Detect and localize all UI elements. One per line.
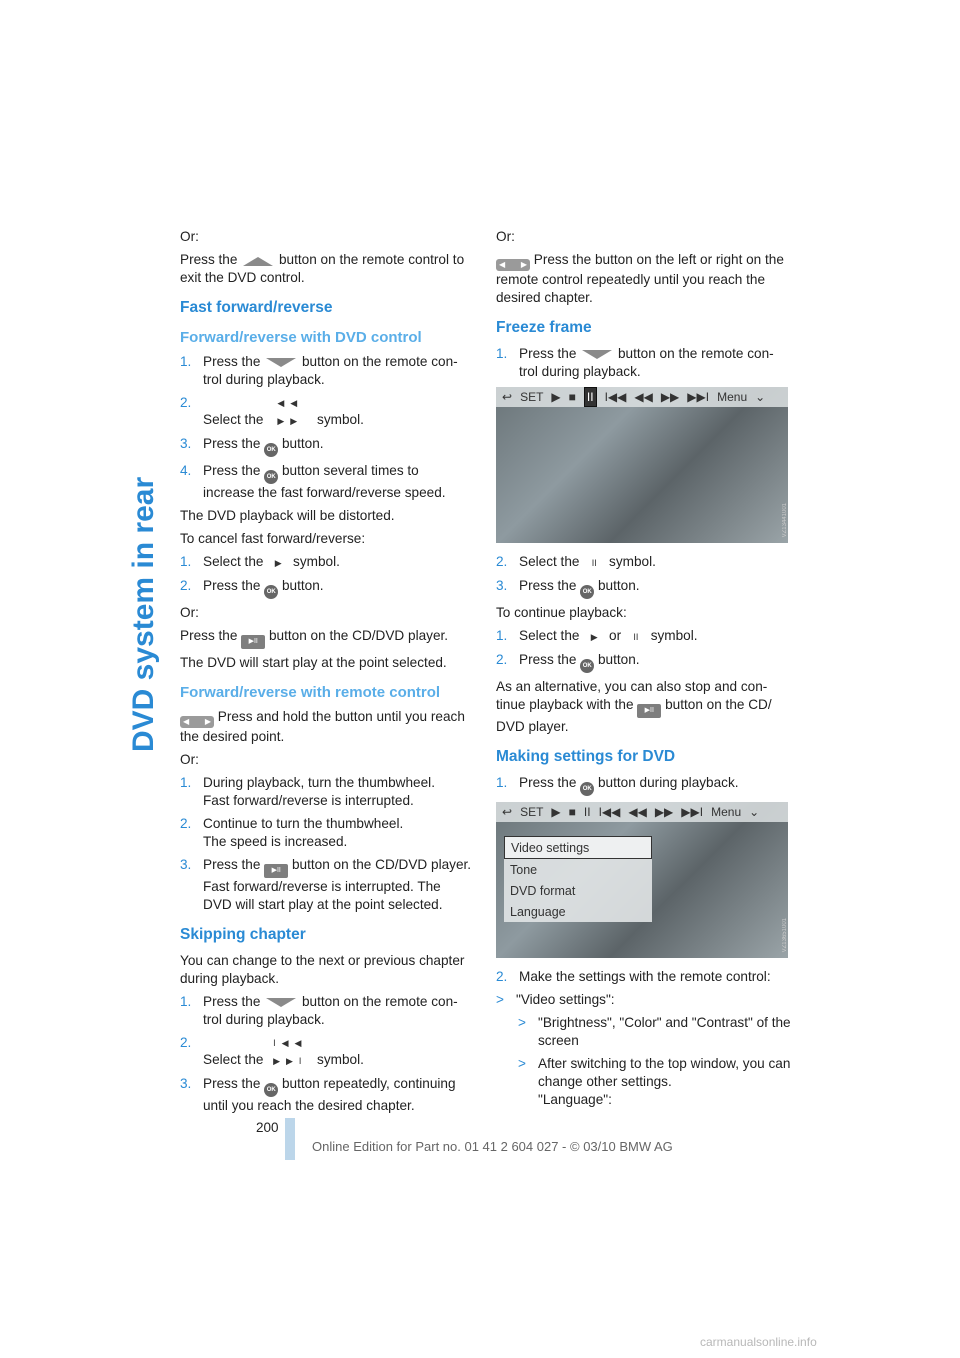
- text: Select the: [203, 1052, 264, 1067]
- step-text: [203, 993, 472, 1029]
- watermark: carmanualsonline.info: [700, 1335, 817, 1349]
- or-text: Or:: [180, 229, 199, 244]
- bullet-item: [496, 991, 792, 1009]
- text: button on the remote con-trol during playback.: [519, 346, 774, 379]
- text: button on the CD/DVD player.: [291, 857, 472, 872]
- step-number: 1.: [496, 628, 508, 643]
- step-text: [203, 1034, 472, 1070]
- menu-item-language: Language: [510, 905, 566, 919]
- freeze-step-list-2: [496, 553, 792, 599]
- skip-intro: You can change to the next or previous chapter during playback.: [180, 953, 465, 986]
- step-text: [519, 577, 792, 599]
- pause-symbol-icon: II: [633, 632, 639, 642]
- back-icon: ↩: [502, 805, 513, 819]
- play-pause-button-icon: ▶II: [637, 704, 661, 718]
- text: symbol.: [609, 554, 656, 569]
- step-number: 2.: [180, 1035, 192, 1050]
- text: Press the: [180, 628, 238, 643]
- text: button.: [597, 578, 640, 593]
- step: [180, 1075, 472, 1115]
- step: [496, 553, 792, 572]
- image-code: VZ13441001: [782, 502, 788, 537]
- skip-step-list: [180, 993, 472, 1115]
- remote-step-list: [180, 774, 472, 914]
- bullet-text: [538, 1055, 792, 1109]
- text: button on the CD/ DVD player.: [496, 697, 772, 734]
- ok-button-icon: OK: [580, 782, 594, 796]
- step-number: 2.: [180, 395, 192, 410]
- text: Press the: [203, 354, 261, 369]
- skip-back-icon: I◀◀: [604, 390, 627, 404]
- ok-button-icon: OK: [264, 470, 278, 484]
- text: As an alternative, you can also stop and con-tinue playback with the: [496, 679, 768, 712]
- rocker-paragraph: [496, 251, 792, 307]
- text: symbol.: [293, 554, 340, 569]
- menu-label: Menu: [717, 390, 748, 404]
- step-list: [180, 353, 472, 502]
- ok-button-icon: OK: [580, 659, 594, 673]
- step-number: 1.: [180, 775, 192, 790]
- stop-icon: ■: [568, 805, 576, 819]
- side-title: [117, 232, 163, 752]
- step: [180, 553, 472, 572]
- heading-freeze-frame: Freeze frame: [496, 319, 592, 336]
- text: Fast forward/reverse is interrupted.: [203, 793, 414, 808]
- step-text: [203, 353, 472, 389]
- text: Press the: [519, 578, 577, 593]
- step-text: [203, 774, 472, 810]
- rocker-button-icon: [180, 716, 214, 728]
- hold-paragraph: [180, 708, 472, 746]
- step-number: 1.: [496, 346, 508, 361]
- text: Press the: [203, 994, 261, 1009]
- cancel-text: To cancel fast forward/reverse:: [180, 531, 366, 546]
- play-symbol-icon: ▶: [274, 558, 282, 568]
- step: [496, 968, 792, 986]
- text: button.: [281, 578, 324, 593]
- set-label: SET: [520, 390, 544, 404]
- menu-label: Menu: [711, 805, 742, 819]
- pause-icon: II: [584, 387, 597, 407]
- ffwd-rev-symbol-icon: ◀◀ ▶▶: [277, 398, 304, 426]
- settings-menu: [504, 836, 652, 922]
- text: button during playback.: [597, 775, 739, 790]
- skip-back-icon: I◀◀: [598, 805, 621, 819]
- bullet-marker: >: [518, 1015, 526, 1030]
- text: symbol.: [650, 628, 698, 643]
- footer-bar: [285, 1118, 295, 1160]
- text: Press the button on the left or right on the remote control repeatedly until you reach the desired chapter.: [496, 252, 784, 305]
- text: button several times to increase the fast forward/reverse speed.: [203, 463, 446, 500]
- text: symbol.: [317, 412, 364, 427]
- heading-remote-control: Forward/reverse with remote control: [180, 684, 441, 701]
- footer-text: Online Edition for Part no. 01 41 2 604 027 - © 03/10 BMW AG: [312, 1139, 673, 1154]
- step-number: 2.: [496, 554, 508, 569]
- text: Select the: [519, 628, 580, 643]
- skip-symbol-icon: I◀◀ ▶▶I: [273, 1038, 308, 1066]
- step-text: [519, 553, 792, 572]
- text: button on the remote con-trol during playback.: [203, 994, 458, 1027]
- step-text: [203, 435, 472, 457]
- step: [180, 394, 472, 430]
- image-code: VZ13651001: [782, 917, 788, 952]
- rocker-right-icon: ▶: [520, 260, 527, 269]
- text: Select the: [203, 412, 264, 427]
- rocker-left-icon: ◀: [183, 717, 190, 726]
- page-number: 200: [256, 1120, 279, 1135]
- exit-paragraph: [180, 251, 472, 287]
- step-text: Make the settings with the remote control:: [519, 969, 771, 984]
- text: Press the: [519, 775, 577, 790]
- step-text: [203, 1075, 472, 1115]
- text: Press the: [203, 463, 261, 478]
- step-text: [519, 651, 792, 673]
- ok-button-icon: OK: [264, 1083, 278, 1097]
- play-icon: ▶: [551, 390, 561, 404]
- text: button on the remote control to exit the DVD control.: [180, 252, 465, 285]
- step: [180, 856, 472, 914]
- controller-icon: ⌄: [755, 390, 766, 404]
- nav-down-button-icon: [264, 997, 298, 1009]
- stop-icon: ■: [568, 390, 576, 404]
- text: Select the: [203, 554, 264, 569]
- play-pause-button-icon: ▶II: [241, 635, 265, 649]
- text: Press the: [519, 652, 577, 667]
- text: During playback, turn the thumbwheel.: [203, 775, 435, 790]
- text: button on the CD/DVD player.: [268, 628, 449, 643]
- bullet-marker: >: [496, 992, 504, 1007]
- step: [496, 345, 792, 381]
- text: After switching to the top window, you can change other settings.: [538, 1056, 791, 1089]
- bullet-item: [518, 1055, 792, 1109]
- heading-fast-forward: Fast forward/reverse: [180, 299, 333, 316]
- play-icon: ▶: [551, 805, 561, 819]
- step-text: [519, 774, 792, 796]
- settings-step-list: [496, 774, 792, 796]
- text: Continue to turn the thumbwheel.: [203, 816, 404, 831]
- step-number: 1.: [496, 775, 508, 790]
- fast-forward-icon: ▶▶: [654, 805, 674, 819]
- text: symbol.: [317, 1052, 364, 1067]
- step: [180, 774, 472, 810]
- ok-button-icon: OK: [264, 443, 278, 457]
- heading-settings: Making settings for DVD: [496, 748, 676, 765]
- bullet-text: "Video settings":: [516, 992, 615, 1007]
- text: Press the: [203, 857, 261, 872]
- continue-text: To continue playback:: [496, 605, 627, 620]
- screenshot-freeze-frame: [496, 387, 788, 543]
- menu-item-video-settings: Video settings: [504, 836, 652, 859]
- heading-dvd-control: Forward/reverse with DVD control: [180, 329, 422, 346]
- step-text: [519, 345, 792, 381]
- step: [496, 651, 792, 673]
- rocker-right-icon: ▶: [204, 717, 211, 726]
- step-number: 2.: [496, 652, 508, 667]
- ok-button-icon: OK: [264, 585, 278, 599]
- text: button repeatedly, continuing until you reach the desired chapter.: [203, 1076, 456, 1113]
- step: [180, 462, 472, 502]
- back-icon: ↩: [502, 390, 513, 404]
- side-title-svg: [117, 232, 163, 752]
- pause-icon: II: [583, 805, 591, 819]
- step: [180, 577, 472, 599]
- text: Press the: [203, 1076, 261, 1091]
- text: "Language":: [538, 1092, 612, 1107]
- controller-icon: ⌄: [749, 805, 760, 819]
- step-number: 2.: [180, 816, 192, 831]
- settings-step-list-2: [496, 968, 792, 986]
- text: Press and hold the button until you reach the desired point.: [180, 709, 465, 744]
- play-pause-button-icon: ▶II: [264, 864, 288, 878]
- step-text: [203, 462, 472, 502]
- fast-forward-icon: ▶▶: [660, 390, 680, 404]
- step-text: [203, 553, 472, 572]
- step: [180, 353, 472, 389]
- step: [180, 993, 472, 1029]
- nav-up-button-icon: [241, 255, 275, 267]
- cancel-step-list: [180, 553, 472, 599]
- step-text: [203, 577, 472, 599]
- start-play-text: The DVD will start play at the point selected.: [180, 655, 447, 670]
- menu-item-tone: Tone: [510, 863, 538, 877]
- step-number: 1.: [180, 994, 192, 1009]
- step: [496, 774, 792, 796]
- dvd-control-bar: [496, 802, 788, 822]
- step-number: 1.: [180, 554, 192, 569]
- freeze-step-list: [496, 345, 792, 381]
- text: Select the: [519, 554, 580, 569]
- heading-skipping-chapter: Skipping chapter: [180, 926, 306, 943]
- distorted-text: The DVD playback will be distorted.: [180, 508, 395, 523]
- step: [180, 1034, 472, 1070]
- step: [180, 815, 472, 851]
- text: Press the: [180, 252, 238, 267]
- left-column: [180, 228, 472, 1120]
- rewind-icon: ◀◀: [628, 805, 647, 819]
- bullet-text: "Brightness", "Color" and "Contrast" of the screen: [538, 1015, 791, 1048]
- ok-button-icon: OK: [580, 585, 594, 599]
- side-title-text: DVD system in rear: [127, 476, 160, 752]
- skip-forward-icon: ▶▶I: [681, 805, 704, 819]
- text: Press the: [203, 578, 261, 593]
- right-column: [496, 228, 792, 1114]
- play-symbol-icon: ▶: [590, 632, 598, 642]
- text: The speed is increased.: [203, 834, 348, 849]
- screenshot-settings: [496, 802, 788, 958]
- bullet-marker: >: [518, 1056, 526, 1071]
- step-number: 4.: [180, 463, 192, 478]
- step: [496, 627, 792, 646]
- text: Fast forward/reverse is interrupted. The DVD will start play at the point selected.: [203, 879, 443, 912]
- step: [180, 435, 472, 457]
- nav-down-button-icon: [264, 357, 298, 369]
- text: button on the remote con-trol during playback.: [203, 354, 458, 387]
- step-number: 3.: [180, 857, 192, 872]
- set-label: SET: [520, 805, 544, 819]
- or-text: Or:: [180, 605, 199, 620]
- rocker-button-icon: [496, 259, 530, 271]
- rocker-left-icon: ◀: [499, 260, 506, 269]
- or-text: Or:: [496, 229, 515, 244]
- dvd-control-bar: [496, 387, 788, 407]
- step-number: 2.: [496, 969, 508, 984]
- step-number: 3.: [496, 578, 508, 593]
- step: [496, 577, 792, 599]
- rewind-icon: ◀◀: [634, 390, 653, 404]
- nav-down-button-icon: [580, 349, 614, 361]
- alternative-paragraph: [496, 678, 792, 736]
- text: Press the: [519, 346, 577, 361]
- step-text: [203, 394, 472, 430]
- menu-item-dvd-format: DVD format: [510, 884, 576, 898]
- step-text: [203, 856, 472, 914]
- skip-forward-icon: ▶▶I: [687, 390, 710, 404]
- text: button.: [281, 436, 324, 451]
- bullet-item: [518, 1014, 792, 1050]
- step-number: 3.: [180, 1076, 192, 1091]
- press-player-paragraph: [180, 627, 472, 649]
- step-number: 1.: [180, 354, 192, 369]
- pause-symbol-icon: II: [591, 558, 597, 568]
- continue-step-list: [496, 627, 792, 673]
- step-number: 3.: [180, 436, 192, 451]
- text: or: [609, 628, 622, 643]
- step-text: [519, 627, 792, 646]
- step-number: 2.: [180, 578, 192, 593]
- or-text: Or:: [180, 752, 199, 767]
- text: Press the: [203, 436, 261, 451]
- text: button.: [597, 652, 640, 667]
- step-text: [203, 815, 472, 851]
